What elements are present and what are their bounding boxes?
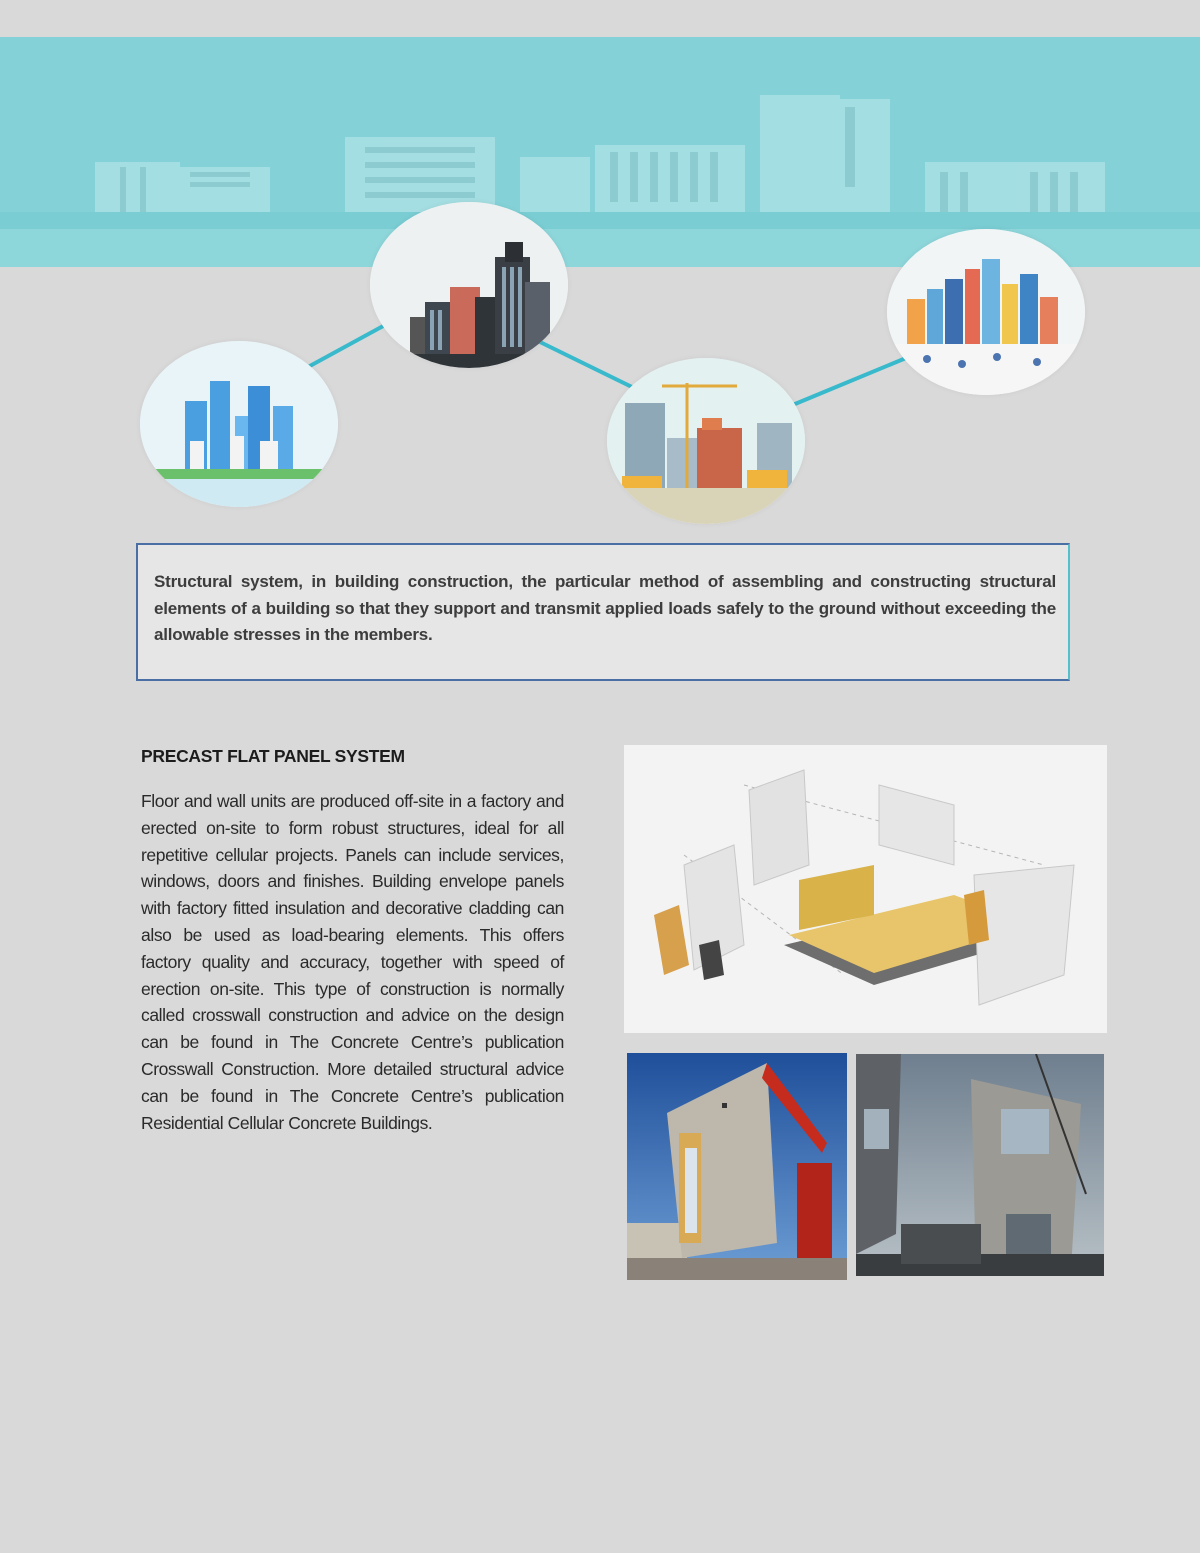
city-illustration-3 — [887, 229, 1085, 395]
crane-panel-photo — [627, 1053, 847, 1280]
city-illustration-1 — [140, 341, 338, 507]
city-illustration-2 — [370, 202, 568, 368]
construction-illustration — [607, 358, 805, 524]
header-banner — [0, 37, 1200, 267]
definition-box — [136, 543, 1070, 681]
section-title: PRECAST FLAT PANEL SYSTEM — [141, 746, 405, 766]
definition-text: Structural system, in building construction, the particular method of assembling and constructing structural elements of a building so that they support and transmit applied loads safely to the ground without exceeding the allowable stresses in the members. — [154, 572, 1056, 644]
section-body: Floor and wall units are produced off-site in a factory and erected on-site to form robust structures, ideal for all repetitive cellular projects. Panels can include services, windows, doors and finishes. Building envelope panels with factory fitted insulation and decorative cladding can also be used as load-bearing elements. This offers factory quality and accuracy, together with speed of erection on-site. This type of construction is normally called crosswall construction and advice on the design can be found in The Concrete Centre’s publication Crosswall Construction. More detailed structural advice can be found in The Concrete Centre’s publication Residential Cellular Concrete Buildings. — [141, 791, 564, 1133]
skyline-illustration — [0, 37, 1200, 267]
precast-room-diagram — [624, 745, 1107, 1033]
wall-panels-photo — [856, 1054, 1104, 1276]
